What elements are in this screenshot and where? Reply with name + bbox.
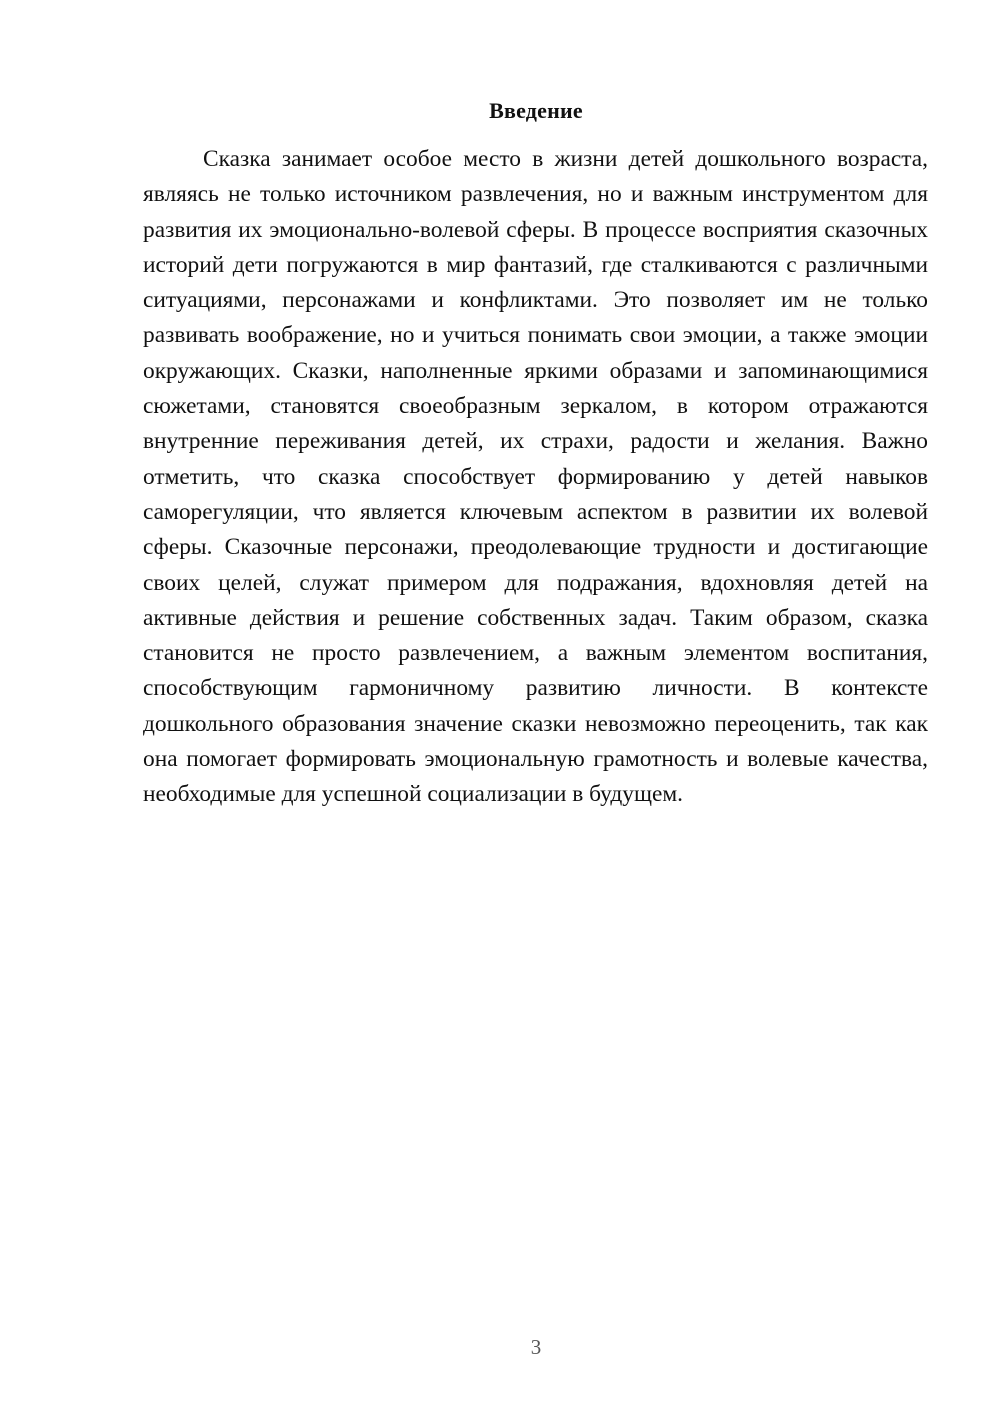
- body-paragraph: Сказка занимает особое место в жизни детей дошкольного возраста, являясь не только источником развлечения, но и важным инструментом для развития их эмоционально-волевой сферы. В процессе восприятия сказочных историй дети погружаются в мир фантазий, где сталкиваются с различными ситуациями, персонажами и конфликтами. Это позволяет им не только развивать воображение, но и учиться понимать свои эмоции, а также эмоции окружающих. Сказки, наполненные яркими образами и запоминающимися сюжетами, становятся своеобразным зеркалом, в котором отражаются внутренние переживания детей, их страхи, радости и желания. Важно отметить, что сказка способствует формированию у детей навыков саморегуляции, что является ключевым аспектом в развитии их волевой сферы. Сказочные персонажи, преодолевающие трудности и достигающие своих целей, служат примером для подражания, вдохновляя детей на активные действия и решение собственных задач. Таким образом, сказка становится не просто развлечением, а важным элементом воспитания, способствующим гармоничному развитию личности. В контексте дошкольного образования значение сказки невозможно переоценить, так как она помогает формировать эмоциональную грамотность и волевые качества, необходимые для успешной социализации в будущем.: [143, 146, 928, 808]
- page-number: 3: [530, 1335, 542, 1359]
- section-title: Введение: [489, 98, 583, 123]
